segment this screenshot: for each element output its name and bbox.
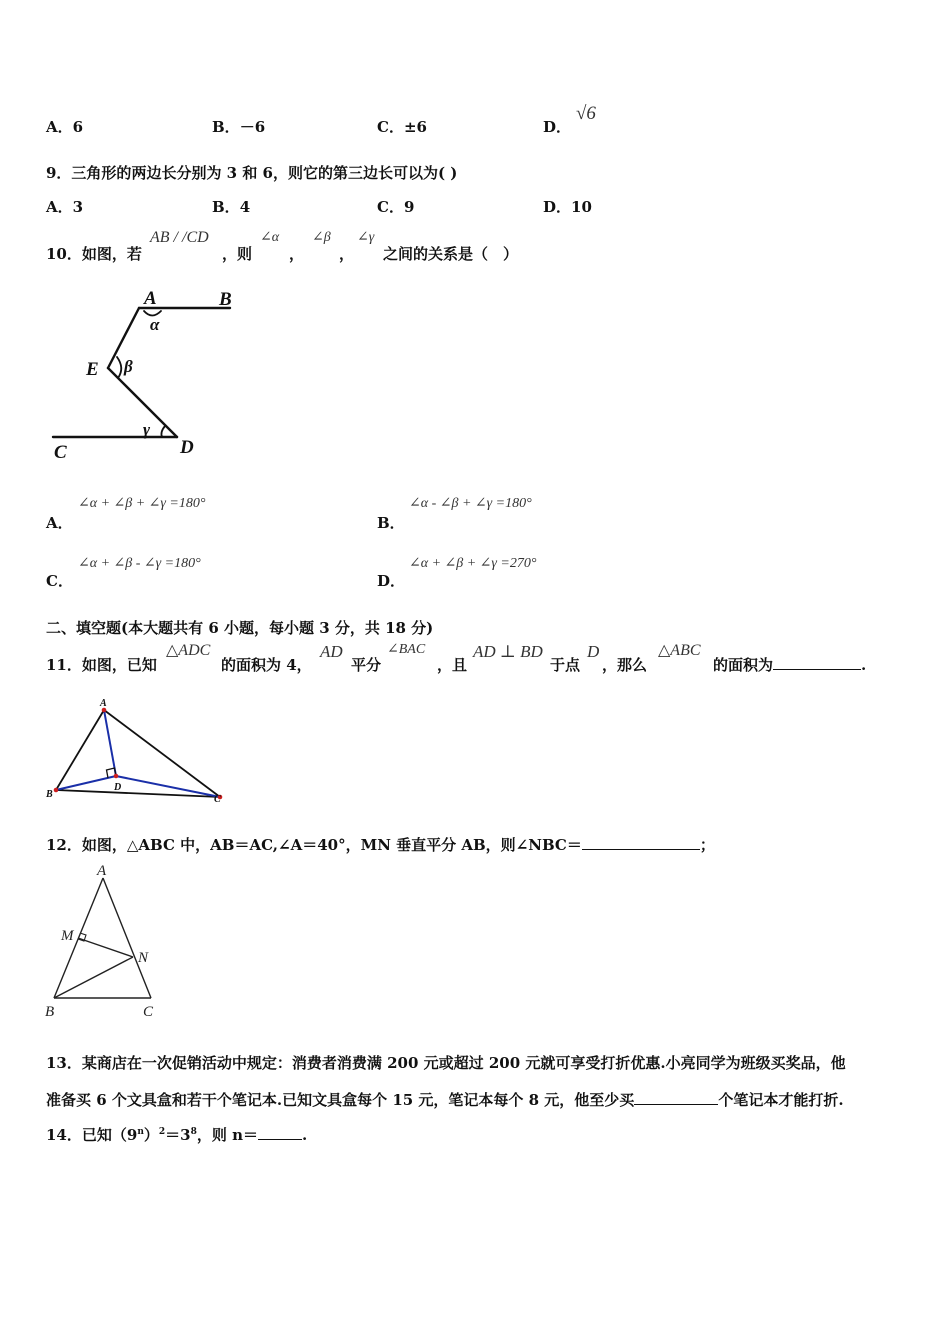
q14-text-1: 14．已知（9: [46, 1126, 138, 1144]
q11-math-3: ∠BAC: [387, 642, 426, 657]
q8-option-d-value: √6: [576, 103, 596, 124]
q12-end: ；: [699, 836, 715, 854]
q10-prefix: 10．如图，若: [46, 245, 142, 263]
q11-math-5: D: [587, 642, 600, 661]
q10-angle-gamma: ∠γ: [357, 230, 375, 245]
q11-text-1: 11．如图，已知: [46, 656, 157, 674]
q13-line-2: [46, 1089, 844, 1110]
q8-option-c-label: C．: [377, 118, 404, 136]
q11-segment-ab: [56, 710, 104, 790]
q10-arc-gamma: [161, 426, 165, 437]
q8-option-b-value: －6: [239, 118, 266, 136]
q11-text-4: ，且: [437, 656, 468, 674]
q10-label-alpha: α: [150, 315, 160, 334]
q14-text-2: ）: [143, 1126, 159, 1144]
q9-stem: 9．三角形的两边长分别为 3 和 6，则它的第三边长可以为( ): [46, 164, 458, 182]
q10-angle-alpha: ∠α: [260, 230, 280, 245]
q11-label-c: C: [214, 794, 221, 805]
q8-option-b: [212, 116, 265, 137]
q13-line-1: 13．某商店在一次促销活动中规定：消费者消费满 200 元或超过 200 元就可享受打折优惠.小亮同学为班级买奖品，他: [46, 1054, 846, 1072]
q12-segment-ac: [103, 878, 151, 998]
q11-math-2: AD: [320, 642, 343, 661]
q11-text-2: 的面积为 4，: [221, 656, 312, 674]
q8-option-a-value: 6: [72, 118, 84, 136]
q11-end: .: [861, 656, 867, 674]
q10-label-e: E: [86, 359, 99, 380]
q14-sup-n: n: [137, 1127, 144, 1137]
q11-segment-ad: [104, 710, 116, 776]
q8-option-a: [46, 116, 83, 137]
q14-sup-8: 8: [190, 1127, 197, 1137]
q12-answer-blank[interactable]: [582, 835, 700, 850]
q10-option-d-expr: ∠α + ∠β + ∠γ =270°: [409, 556, 537, 571]
q10-option-c-label: C．: [46, 572, 73, 590]
q12-segment-mn: [78, 938, 133, 957]
q9-option-a-value: 3: [72, 198, 84, 216]
q9-option-d: [543, 196, 592, 217]
q12-label-c: C: [143, 1004, 154, 1020]
q9-option-b: [212, 196, 250, 217]
q12-stem: [46, 834, 715, 855]
q14-stem: [46, 1124, 307, 1145]
q13-answer-blank[interactable]: [634, 1090, 718, 1105]
q10-suffix: 之间的关系是（ ）: [383, 245, 519, 263]
q10-label-c: C: [54, 442, 67, 463]
q12-label-b: B: [45, 1004, 55, 1020]
q10-label-gamma: γ: [143, 420, 151, 439]
q9-option-d-label: D．: [543, 198, 572, 216]
q10-label-beta: β: [124, 357, 133, 376]
q11-text-7-label: 的面积为: [713, 656, 774, 674]
q9-option-b-label: B．: [212, 198, 240, 216]
q11-math-1: △ADC: [166, 642, 211, 659]
q11-text-7: [713, 654, 866, 675]
q12-stem-text: 12．如图，△ABC 中，AB＝AC,∠A＝40°，MN 垂直平分 AB，则∠NBC＝: [46, 836, 582, 854]
q10-sep2: ，: [339, 245, 355, 263]
q8-option-d: [543, 116, 571, 137]
q11-figure: [42, 696, 232, 806]
q10-angle-beta: ∠β: [312, 230, 331, 245]
q11-point-b: [54, 788, 59, 793]
q9-option-a-label: A．: [46, 198, 73, 216]
q11-segment-ac: [104, 710, 220, 797]
q8-option-a-label: A．: [46, 118, 73, 136]
q13-line-2-end: 个笔记本才能打折.: [718, 1091, 844, 1109]
q10-option-b-expr: ∠α - ∠β + ∠γ =180°: [409, 496, 532, 511]
q14-sup-2: 2: [158, 1127, 166, 1137]
q9-option-c-label: C．: [377, 198, 404, 216]
q12-label-m: M: [61, 928, 74, 944]
q11-label-b: B: [46, 789, 53, 800]
q10-label-b: B: [219, 289, 232, 310]
q10-sep1: ，: [289, 245, 305, 263]
q11-label-a: A: [100, 698, 107, 709]
q10-arc-beta: [117, 357, 121, 378]
q10-option-d-label: D．: [377, 572, 406, 590]
q11-label-d: D: [114, 782, 122, 793]
q11-math-6: △ABC: [658, 642, 701, 659]
q13-line-2-text: 准备买 6 个文具盒和若干个笔记本.已知文具盒每个 15 元，笔记本每个 8 元，他至少买: [46, 1091, 635, 1109]
q9-option-c: [377, 196, 414, 217]
q8-option-b-label: B．: [212, 118, 240, 136]
q11-answer-blank[interactable]: [773, 655, 861, 670]
q9-option-c-value: 9: [403, 198, 415, 216]
q10-option-c-expr: ∠α + ∠β - ∠γ =180°: [78, 556, 201, 571]
q10-label-d: D: [180, 437, 194, 458]
q8-option-d-label: D．: [543, 118, 572, 136]
q9-option-b-value: 4: [239, 198, 251, 216]
q12-label-n: N: [138, 950, 149, 966]
q14-text-3: ＝3: [165, 1126, 191, 1144]
q12-segment-bn: [54, 957, 133, 998]
q14-answer-blank[interactable]: [258, 1125, 302, 1140]
q10-option-a-label: A．: [46, 514, 73, 532]
q10-figure: [40, 282, 260, 467]
q10-option-b-label: B．: [377, 514, 405, 532]
q9-option-d-value: 10: [571, 198, 592, 216]
q11-text-5: 于点: [550, 656, 581, 674]
q11-segment-bd: [56, 776, 116, 790]
q11-point-d: [114, 774, 119, 779]
q11-math-4: AD ⊥ BD: [473, 642, 543, 661]
q12-figure: [42, 860, 172, 1022]
q11-text-6: ，那么: [602, 656, 648, 674]
q10-then: ，则: [222, 245, 253, 263]
section-heading: 二、填空题(本大题共有 6 小题，每小题 3 分，共 18 分): [46, 619, 434, 637]
q10-condition: AB / /CD: [150, 229, 209, 246]
q10-label-a: A: [144, 288, 157, 309]
q14-end: .: [301, 1126, 308, 1144]
q10-option-a-expr: ∠α + ∠β + ∠γ =180°: [78, 496, 206, 511]
q11-text-3: 平分: [351, 656, 382, 674]
q9-option-a: [46, 196, 83, 217]
q12-label-a: A: [97, 863, 107, 879]
q8-option-c-value: ±6: [403, 118, 427, 136]
q14-text-4: ，则 n＝: [196, 1126, 258, 1144]
q8-option-c: [377, 116, 427, 137]
